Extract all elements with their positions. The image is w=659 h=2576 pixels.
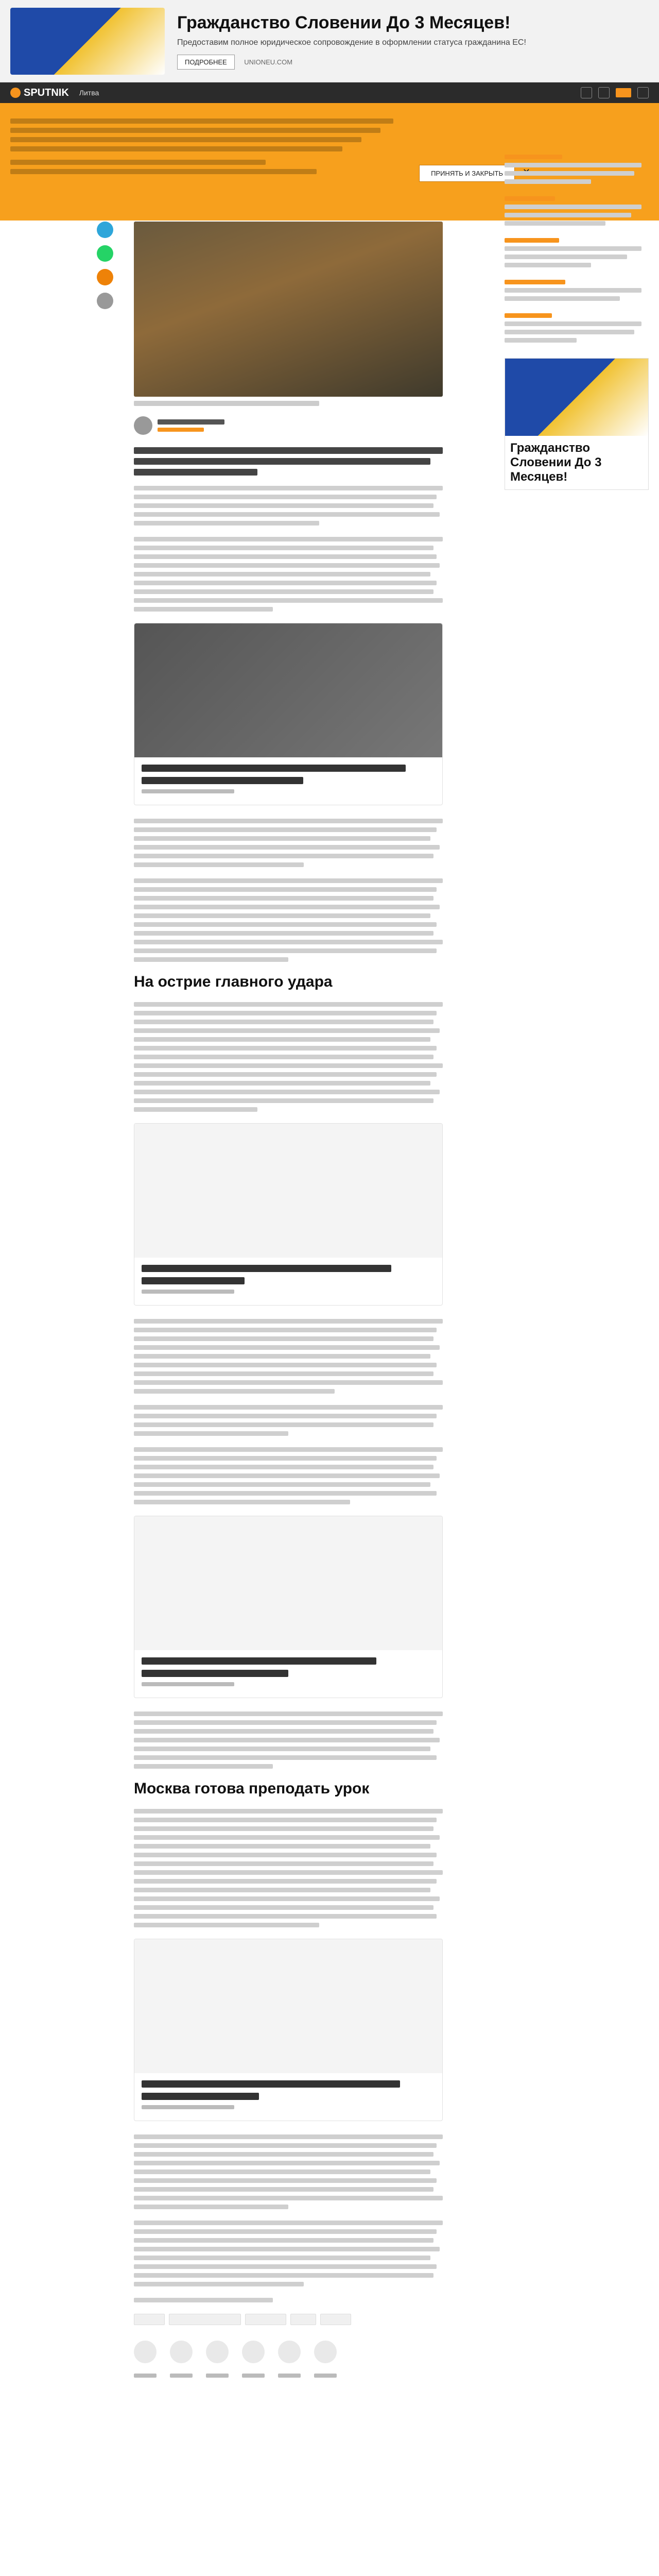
- tag-chip[interactable]: [245, 2314, 286, 2325]
- highlight-button[interactable]: [616, 88, 631, 97]
- related-card-image: [134, 623, 442, 757]
- related-card-title: [142, 777, 303, 784]
- cookie-text-line: [10, 160, 266, 165]
- cookie-text-line: [10, 169, 317, 174]
- reaction-surprise-icon[interactable]: [206, 2341, 229, 2363]
- reaction-counts: [134, 2374, 443, 2378]
- article-lead: [134, 447, 443, 476]
- related-card-meta: [142, 1290, 234, 1294]
- article-hero-image: [134, 222, 443, 397]
- article-paragraph: [134, 1405, 443, 1436]
- telegram-share-icon[interactable]: [97, 222, 113, 238]
- related-card[interactable]: [134, 1123, 443, 1306]
- logo-icon: [10, 88, 21, 98]
- ad-title[interactable]: Гражданство Словении До 3 Месяцев!: [177, 12, 511, 32]
- reactions-bar: [134, 2341, 443, 2363]
- article-disclaimer: [134, 2298, 443, 2302]
- author-avatar: [134, 416, 152, 435]
- ok-share-icon[interactable]: [97, 269, 113, 285]
- related-card-image: [134, 1516, 442, 1650]
- ad-url[interactable]: UNIONEU.COM: [244, 58, 293, 66]
- whatsapp-share-icon[interactable]: [97, 245, 113, 262]
- tag-chip[interactable]: [134, 2314, 165, 2325]
- cookie-text-line: [10, 128, 380, 133]
- related-card-title: [142, 1265, 391, 1272]
- top-banner-ad[interactable]: [0, 0, 659, 82]
- article-paragraph: [134, 2134, 443, 2209]
- reaction-dislike-icon[interactable]: [314, 2341, 337, 2363]
- language-icon[interactable]: [581, 87, 592, 98]
- article-paragraph: [134, 1447, 443, 1504]
- tag-chip[interactable]: [169, 2314, 241, 2325]
- article-paragraph: [134, 819, 443, 867]
- ad-content: [177, 13, 526, 70]
- related-card-meta: [142, 1682, 234, 1686]
- article-paragraph: [134, 1319, 443, 1394]
- related-card[interactable]: [134, 623, 443, 805]
- section-heading: На острие главного удара: [134, 973, 333, 990]
- related-card-title: [142, 765, 406, 772]
- article-tags: [134, 2314, 443, 2325]
- article-paragraph: [134, 1002, 443, 1112]
- sidebar-news-item[interactable]: [505, 238, 649, 267]
- related-card-title: [142, 1670, 288, 1677]
- cookie-text-line: [10, 118, 393, 124]
- related-card-image: [134, 1939, 442, 2073]
- ad-subtitle: Предоставим полное юридическое сопровождение в оформлении статуса гражданина ЕС!: [177, 38, 526, 47]
- region-label[interactable]: Литва: [79, 89, 99, 97]
- search-icon[interactable]: [598, 87, 610, 98]
- article-paragraph: [134, 486, 443, 526]
- related-card-title: [142, 2080, 400, 2088]
- reaction-like-icon[interactable]: [134, 2341, 157, 2363]
- related-card-title: [142, 1277, 245, 1284]
- cookie-accept-button[interactable]: ПРИНЯТЬ И ЗАКРЫТЬ: [419, 165, 515, 182]
- sidebar-ad[interactable]: [505, 358, 649, 490]
- author-block[interactable]: [134, 416, 443, 435]
- article-paragraph: [134, 1711, 443, 1769]
- reaction-sad-icon[interactable]: [242, 2341, 265, 2363]
- ad-flag-image: [10, 8, 165, 75]
- cookie-text-line: [10, 137, 361, 142]
- author-name: [158, 419, 224, 425]
- sidebar-news-item[interactable]: [505, 196, 649, 226]
- tag-chip[interactable]: [290, 2314, 316, 2325]
- article-paragraph: [134, 1809, 443, 1927]
- article-main: [134, 222, 443, 2378]
- related-card-title: [142, 1657, 376, 1665]
- author-info: [158, 419, 224, 432]
- ad-more-button[interactable]: ПОДРОБНЕЕ: [177, 55, 235, 70]
- header-actions: [581, 87, 649, 98]
- sputnik-logo[interactable]: [10, 87, 69, 99]
- author-role: [158, 428, 204, 432]
- copy-link-icon[interactable]: [97, 293, 113, 309]
- news-sidebar: [505, 155, 649, 490]
- sidebar-ad-image: [505, 359, 648, 436]
- related-card[interactable]: [134, 1939, 443, 2121]
- related-card[interactable]: [134, 1516, 443, 1698]
- related-card-image: [134, 1124, 442, 1258]
- sidebar-news-item[interactable]: [505, 313, 649, 343]
- article-paragraph: [134, 537, 443, 612]
- site-header: [0, 82, 659, 103]
- sidebar-news-item[interactable]: [505, 280, 649, 301]
- article-paragraph: [134, 2221, 443, 2286]
- tag-chip[interactable]: [320, 2314, 351, 2325]
- share-bar: [97, 222, 113, 309]
- article-paragraph: [134, 878, 443, 962]
- image-caption: [134, 401, 319, 406]
- sidebar-news-item[interactable]: [505, 155, 649, 184]
- related-card-meta: [142, 2105, 234, 2109]
- reaction-angry-icon[interactable]: [278, 2341, 301, 2363]
- section-heading: Москва готова преподать урок: [134, 1780, 370, 1797]
- sidebar-ad-title: Гражданство Словении До 3 Месяцев!: [510, 441, 602, 484]
- account-icon[interactable]: [637, 87, 649, 98]
- related-card-meta: [142, 789, 234, 793]
- related-card-title: [142, 2093, 259, 2100]
- cookie-text-line: [10, 146, 342, 151]
- logo-text: SPUTNIK: [24, 87, 69, 98]
- reaction-laugh-icon[interactable]: [170, 2341, 193, 2363]
